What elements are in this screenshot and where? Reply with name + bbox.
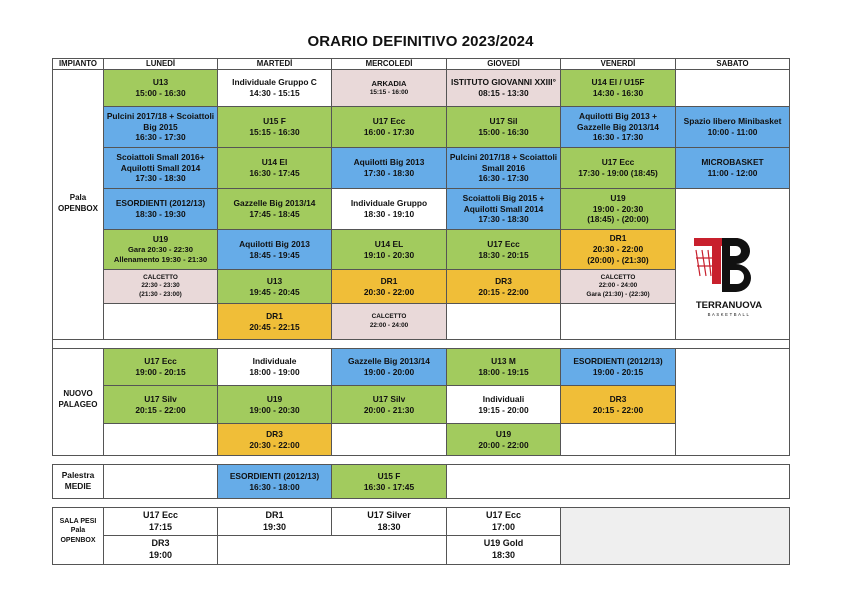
slot-pesi-thu-1: U17 Ecc 17:00 <box>446 507 561 536</box>
header-lunedi: LUNEDÌ <box>103 58 218 70</box>
slot-openbox-thu-empty <box>446 303 561 340</box>
slot-medie-wed: U15 F 16:30 - 17:45 <box>331 464 447 499</box>
header-giovedi: GIOVEDÌ <box>446 58 561 70</box>
slot-medie-rest-empty <box>446 464 790 499</box>
slot-openbox-sat-1: Spazio libero Minibasket 10:00 - 11:00 <box>675 106 790 148</box>
slot-openbox-fri-4: U19 19:00 - 20:30 (18:45) - (20:00) <box>560 188 676 230</box>
slot-openbox-tue-5: Aquilotti Big 2013 18:45 - 19:45 <box>217 229 332 270</box>
venue-medie-label: Palestra MEDIE <box>61 470 95 492</box>
logo-tagline: BASKETBALL <box>707 312 751 317</box>
slot-openbox-mon-2: Pulcini 2017/18 + Scoiattoli Big 2015 16:30 - 17:30 <box>103 106 218 148</box>
slot-pesi-mon-2: DR3 19:00 <box>103 535 218 565</box>
slot-openbox-wed-6: DR1 20:30 - 22:00 <box>331 269 447 304</box>
header-impianto: IMPIANTO <box>52 58 104 70</box>
terranuova-logo <box>692 232 766 326</box>
slot-palageo-sat-empty <box>675 348 790 456</box>
slot-openbox-fri-3: U17 Ecc 17:30 - 19:00 (18:45) <box>560 147 676 189</box>
slot-openbox-mon-5: U19 Gara 20:30 - 22:30 Allenamento 19:30 - 21:30 <box>103 229 218 270</box>
slot-palageo-thu-2: Individuali 19:15 - 20:00 <box>446 385 561 424</box>
slot-palageo-thu-3: U19 20:00 - 22:00 <box>446 423 561 456</box>
slot-openbox-mon-empty <box>103 303 218 340</box>
slot-openbox-fri-empty <box>560 303 676 340</box>
slot-palageo-tue-3: DR3 20:30 - 22:00 <box>217 423 332 456</box>
slot-pesi-tue-1: DR1 19:30 <box>217 507 332 536</box>
slot-openbox-tue-1: Individuale Gruppo C 14:30 - 15:15 <box>217 69 332 107</box>
slot-palageo-mon-empty <box>103 423 218 456</box>
slot-openbox-thu-2: U17 Sil 15:00 - 16:30 <box>446 106 561 148</box>
slot-palageo-wed-empty <box>331 423 447 456</box>
slot-palageo-mon-1: U17 Ecc 19:00 - 20:15 <box>103 348 218 386</box>
slot-openbox-wed-3: Aquilotti Big 2013 17:30 - 18:30 <box>331 147 447 189</box>
slot-palageo-thu-1: U13 M 18:00 - 19:15 <box>446 348 561 386</box>
slot-openbox-wed-1: ARKADIA 15:15 - 16:00 <box>331 69 447 107</box>
slot-pesi-frisat-gray <box>560 507 790 565</box>
slot-openbox-tue-3: U14 El 16:30 - 17:45 <box>217 147 332 189</box>
slot-palageo-fri-1: ESORDIENTI (2012/13) 19:00 - 20:15 <box>560 348 676 386</box>
slot-openbox-tue-4: Gazzelle Big 2013/14 17:45 - 18:45 <box>217 188 332 230</box>
slot-palageo-tue-1: Individuale 18:00 - 19:00 <box>217 348 332 386</box>
slot-palageo-wed-2: U17 Silv 20:00 - 21:30 <box>331 385 447 424</box>
slot-palageo-fri-empty <box>560 423 676 456</box>
slot-openbox-sat-2: MICROBASKET 11:00 - 12:00 <box>675 147 790 189</box>
slot-medie-mon-empty <box>103 464 218 499</box>
slot-pesi-thu-2: U19 Gold 18:30 <box>446 535 561 565</box>
slot-openbox-fri-2: Aquilotti Big 2013 + Gazzelle Big 2013/14 16:30 - 17:30 <box>560 106 676 148</box>
slot-pesi-mon-1: U17 Ecc 17:15 <box>103 507 218 536</box>
slot-pesi-wed-1: U17 Silver 18:30 <box>331 507 447 536</box>
logo-graphic <box>692 232 766 326</box>
slot-medie-tue: ESORDIENTI (2012/13) 16:30 - 18:00 <box>217 464 332 499</box>
slot-openbox-tue-7: DR1 20:45 - 22:15 <box>217 303 332 340</box>
slot-openbox-mon-6: CALCETTO 22:30 - 23:30 (21:30 - 23:00) <box>103 269 218 304</box>
header-venerdi: VENERDÌ <box>560 58 676 70</box>
logo-name: TERRANUOVA <box>695 300 763 311</box>
header-mercoledi: MERCOLEDÌ <box>331 58 447 70</box>
slot-openbox-wed-5: U14 EL 19:10 - 20:30 <box>331 229 447 270</box>
slot-openbox-thu-6: DR3 20:15 - 22:00 <box>446 269 561 304</box>
slot-openbox-thu-1: ISTITUTO GIOVANNI XXIII° 08:15 - 13:30 <box>446 69 561 107</box>
slot-palageo-fri-2: DR3 20:15 - 22:00 <box>560 385 676 424</box>
slot-openbox-mon-1: U13 15:00 - 16:30 <box>103 69 218 107</box>
header-sabato: SABATO <box>675 58 790 70</box>
header-martedi: MARTEDÌ <box>217 58 332 70</box>
page-title: ORARIO DEFINITIVO 2023/2024 <box>307 33 534 50</box>
slot-openbox-tue-2: U15 F 15:15 - 16:30 <box>217 106 332 148</box>
slot-palageo-tue-2: U19 19:00 - 20:30 <box>217 385 332 424</box>
slot-openbox-fri-1: U14 El / U15F 14:30 - 16:30 <box>560 69 676 107</box>
venue-pesi-label: SALA PESI Pala OPENBOX <box>59 518 97 544</box>
slot-openbox-tue-6: U13 19:45 - 20:45 <box>217 269 332 304</box>
slot-openbox-mon-3: Scoiattoli Small 2016+ Aquilotti Small 2014 17:30 - 18:30 <box>103 147 218 189</box>
logo-t-stem <box>712 238 721 284</box>
slot-palageo-wed-1: Gazzelle Big 2013/14 19:00 - 20:00 <box>331 348 447 386</box>
slot-openbox-thu-3: Pulcini 2017/18 + Scoiattoli Small 2016 16:30 - 17:30 <box>446 147 561 189</box>
basket-net-icon <box>696 250 712 276</box>
slot-openbox-wed-2: U17 Ecc 16:00 - 17:30 <box>331 106 447 148</box>
slot-openbox-mon-4: ESORDIENTI (2012/13) 18:30 - 19:30 <box>103 188 218 230</box>
slot-openbox-thu-5: U17 Ecc 18:30 - 20:15 <box>446 229 561 270</box>
logo-b <box>722 238 751 292</box>
slot-openbox-wed-7: CALCETTO 22:00 - 24:00 <box>331 303 447 340</box>
venue-palageo-label: NUOVO PALAGEO <box>58 389 98 409</box>
slot-openbox-wed-4: Individuale Gruppo 18:30 - 19:10 <box>331 188 447 230</box>
slot-pesi-tuewed-empty <box>217 535 447 565</box>
slot-openbox-thu-4: Scoiattoli Big 2015 + Aquilotti Small 2014 17:30 - 18:30 <box>446 188 561 230</box>
venue-openbox-label: Pala OPENBOX <box>57 193 98 213</box>
slot-openbox-fri-6: CALCETTO 22:00 - 24:00 Gara (21:30) - (22:30) <box>560 269 676 304</box>
slot-openbox-sat-top <box>675 69 790 107</box>
slot-palageo-mon-2: U17 Silv 20:15 - 22:00 <box>103 385 218 424</box>
slot-openbox-fri-5: DR1 20:30 - 22:00 (20:00) - (21:30) <box>560 229 676 270</box>
